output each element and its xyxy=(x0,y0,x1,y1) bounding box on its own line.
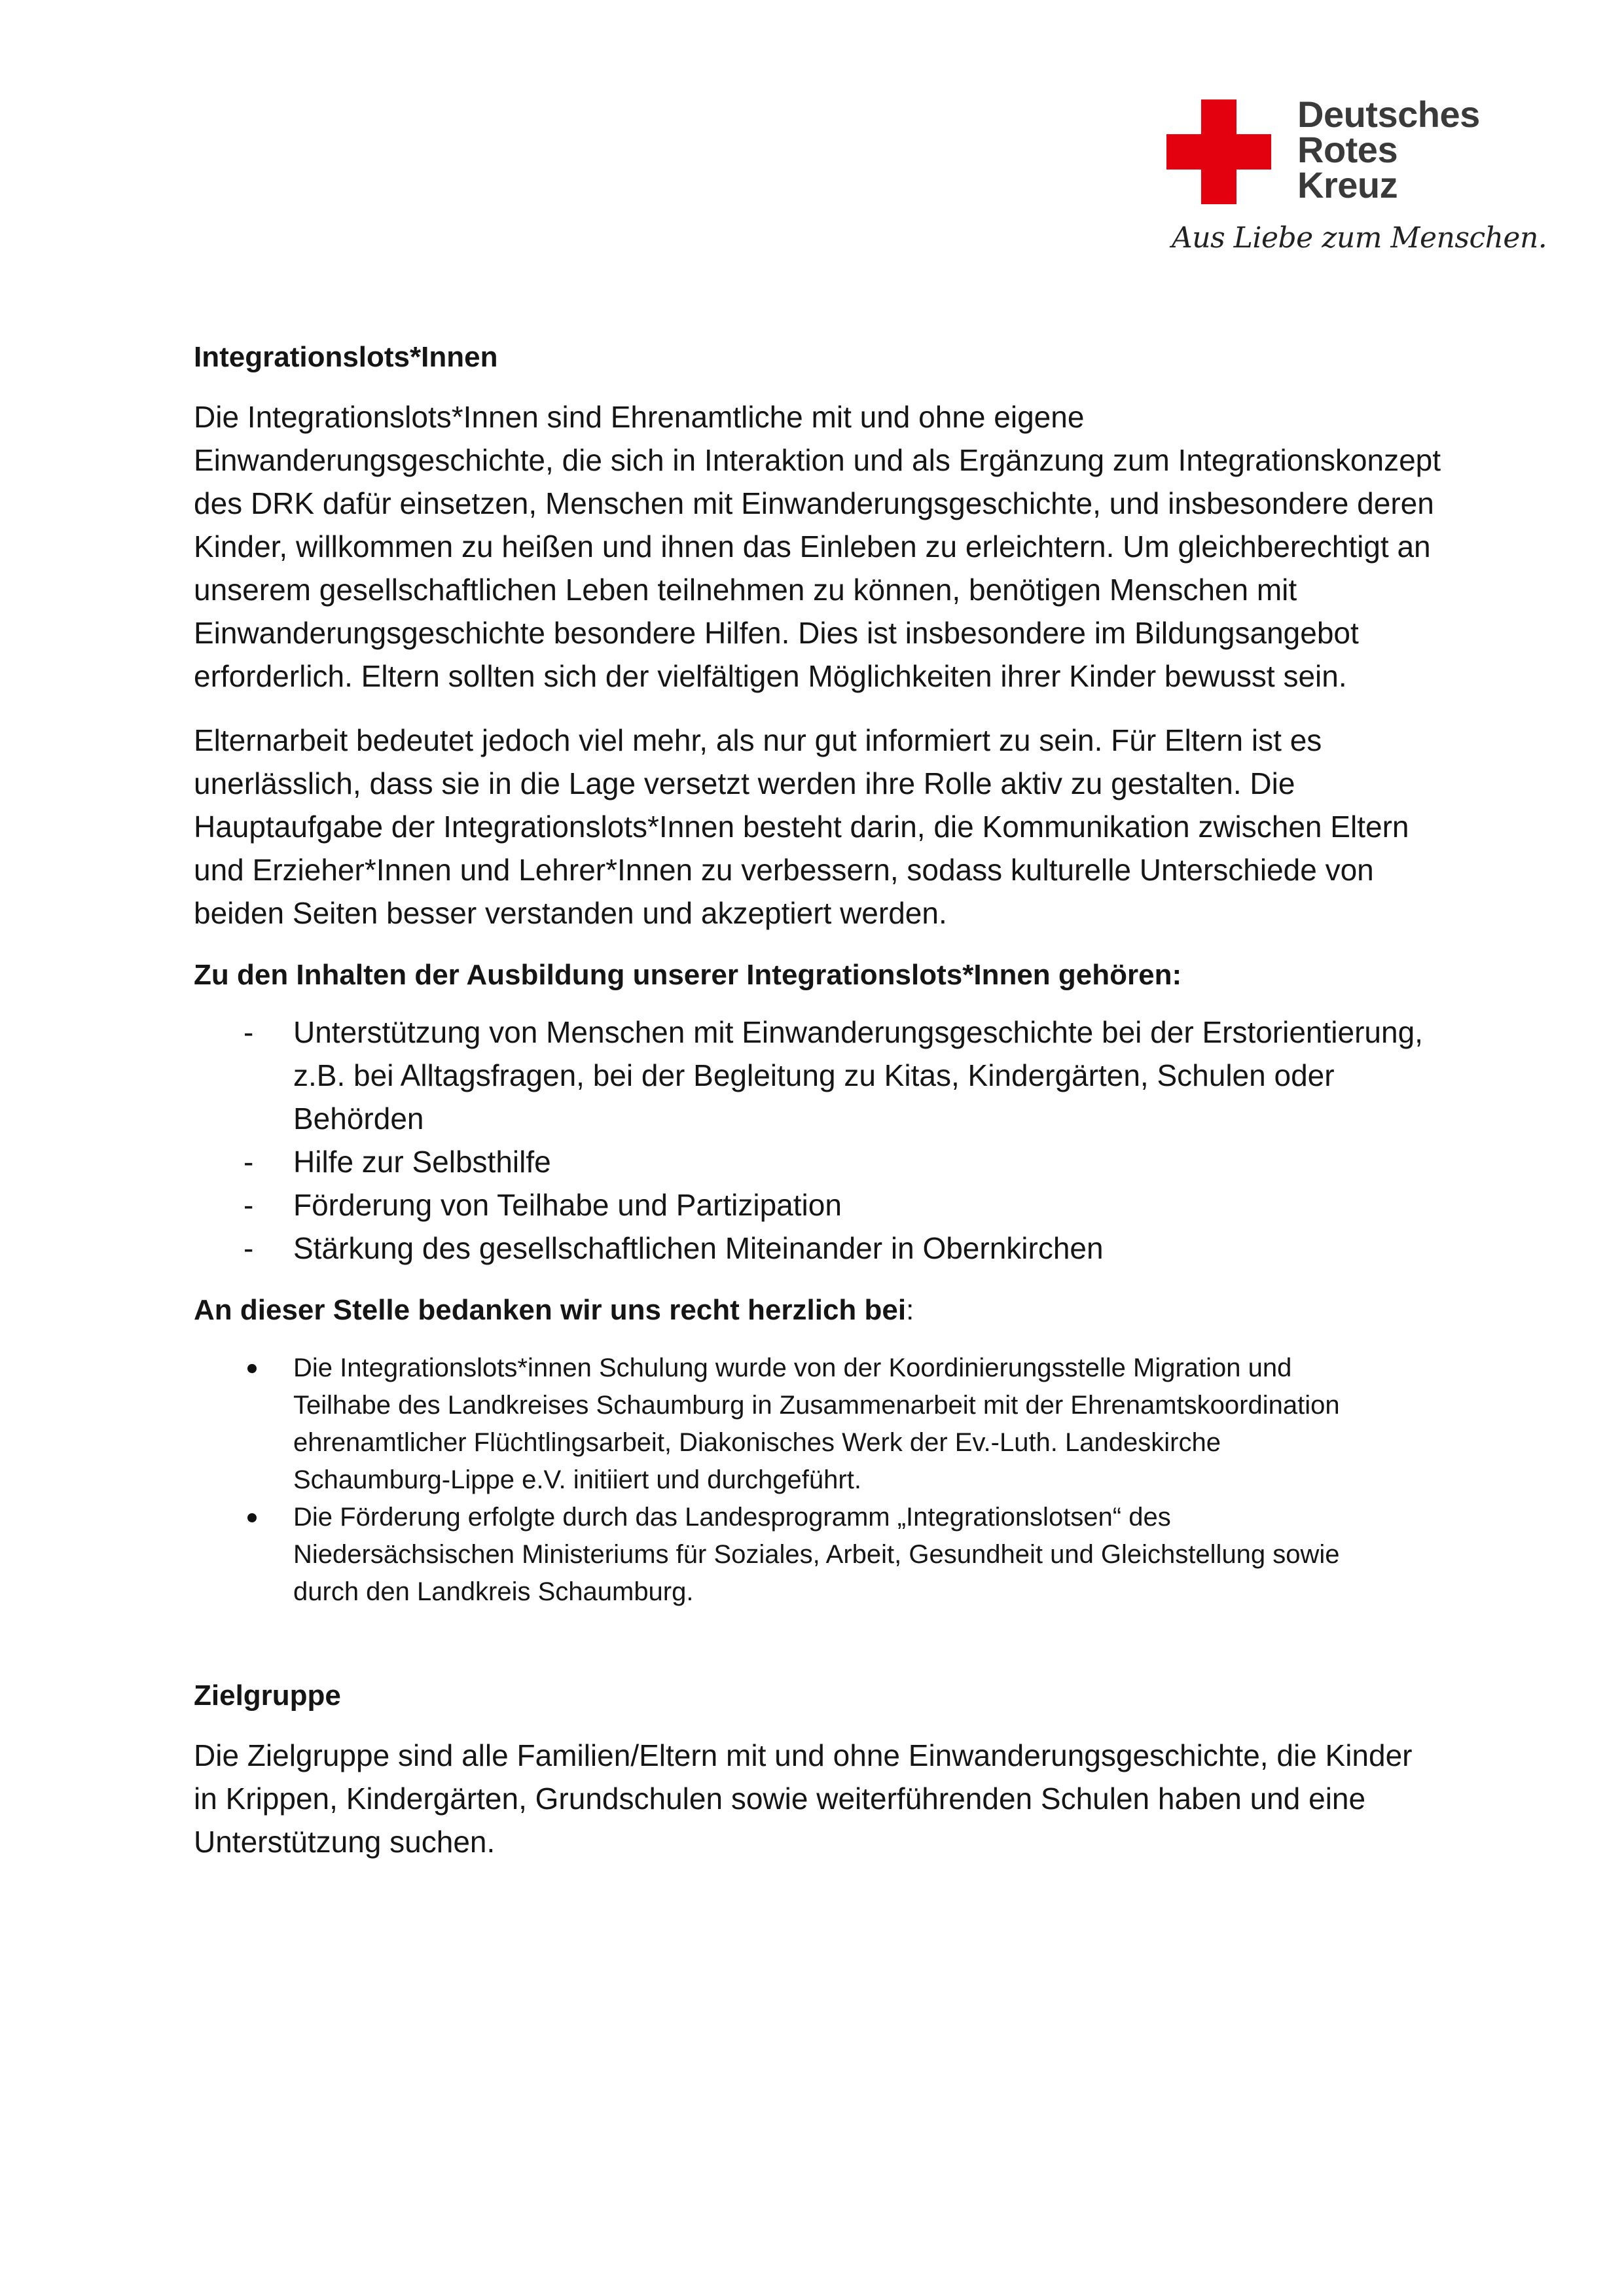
list-item-line: Teilhabe des Landkreises Schaumburg in Zusammenarbeit mit der Ehrenamtskoordination xyxy=(293,1391,1340,1420)
text-line: Kinder, willkommen zu heißen und ihnen das Einleben zu erleichtern. Um gleichberechtigt an xyxy=(194,529,1431,564)
text-line: beiden Seiten besser verstanden und akzeptiert werden. xyxy=(194,896,947,930)
list-item xyxy=(194,1499,1470,1611)
red-cross-icon xyxy=(1166,99,1271,204)
paragraph-elternarbeit xyxy=(194,719,1470,935)
text-line: in Krippen, Kindergärten, Grundschulen sowie weiterführenden Schulen haben und eine xyxy=(194,1782,1366,1816)
list-item-line: Die Förderung erfolgte durch das Landesprogramm „Integrationslotsen“ des xyxy=(293,1503,1171,1532)
list-item-line: Stärkung des gesellschaftlichen Miteinander in Obernkirchen xyxy=(293,1231,1104,1265)
list-item-line: Hilfe zur Selbsthilfe xyxy=(293,1145,551,1179)
paragraph-intro xyxy=(194,395,1470,698)
list-item-line: ehrenamtlicher Flüchtlingsarbeit, Diakonisches Werk der Ev.-Luth. Landeskirche xyxy=(293,1428,1221,1457)
section-spacer xyxy=(194,1630,1470,1676)
list-item-line: z.B. bei Alltagsfragen, bei der Begleitung zu Kitas, Kindergärten, Schulen oder xyxy=(293,1058,1335,1092)
heading-danksagung-colon: : xyxy=(906,1294,914,1326)
list-item-line: Förderung von Teilhabe und Partizipation xyxy=(293,1188,842,1222)
list-item-line: Unterstützung von Menschen mit Einwanderungsgeschichte bei der Erstorientierung, xyxy=(293,1015,1423,1049)
list-item-line: Niedersächsischen Ministeriums für Soziales, Arbeit, Gesundheit und Gleichstellung sowie xyxy=(293,1540,1340,1569)
logo-slogan: Aus Liebe zum Menschen. xyxy=(1172,221,1547,255)
bullet-icon xyxy=(247,1513,257,1522)
text-line: Einwanderungsgeschichte, die sich in Interaktion und als Ergänzung zum Integrationskonzept xyxy=(194,443,1441,477)
text-line: Hauptaufgabe der Integrationslots*Innen besteht darin, die Kommunikation zwischen Eltern xyxy=(194,810,1409,844)
heading-danksagung-text: An dieser Stelle bedanken wir uns recht herzlich bei xyxy=(194,1294,907,1326)
list-item-line: durch den Landkreis Schaumburg. xyxy=(293,1577,694,1606)
text-line: und Erzieher*Innen und Lehrer*Innen zu verbessern, sodass kulturelle Unterschiede von xyxy=(194,853,1374,887)
text-line: des DRK dafür einsetzen, Menschen mit Einwanderungsgeschichte, und insbesondere deren xyxy=(194,486,1434,520)
drk-logo xyxy=(1159,94,1547,267)
heading-ausbildung: Zu den Inhalten der Ausbildung unserer Integrationslots*Innen gehören: xyxy=(194,959,1182,991)
list-item xyxy=(194,1140,1470,1183)
list-item xyxy=(194,1227,1470,1270)
document-body xyxy=(194,338,1470,1884)
dash-marker: - xyxy=(244,1145,254,1179)
list-item xyxy=(194,1350,1470,1499)
list-item-line: Schaumburg-Lippe e.V. initiiert und durchgeführt. xyxy=(293,1465,861,1494)
heading-danksagung xyxy=(194,1291,1470,1330)
list-item xyxy=(194,1011,1470,1140)
heading-zielgruppe: Zielgruppe xyxy=(194,1679,341,1712)
text-line: Einwanderungsgeschichte besondere Hilfen. Dies ist insbesondere im Bildungsangebot xyxy=(194,616,1359,650)
bullet-icon xyxy=(247,1364,257,1373)
text-line: unerlässlich, dass sie in die Lage versetzt werden ihre Rolle aktiv zu gestalten. Die xyxy=(194,766,1295,800)
logo-line-1: Deutsches xyxy=(1297,94,1480,135)
text-line: Die Integrationslots*Innen sind Ehrenamtliche mit und ohne eigene xyxy=(194,400,1085,434)
text-line: Elternarbeit bedeutet jedoch viel mehr, als nur gut informiert zu sein. Für Eltern ist es xyxy=(194,723,1322,757)
logo-line-3: Kreuz xyxy=(1297,164,1398,206)
list-item-line: Behörden xyxy=(293,1102,424,1136)
logo-organization-name xyxy=(1297,94,1480,206)
list-item xyxy=(194,1183,1470,1227)
list-item-line: Die Integrationslots*innen Schulung wurde von der Koordinierungsstelle Migration und xyxy=(293,1354,1292,1382)
paragraph-zielgruppe xyxy=(194,1734,1470,1863)
dash-marker: - xyxy=(244,1188,254,1222)
ausbildung-list xyxy=(194,1011,1470,1270)
text-line: Unterstützung suchen. xyxy=(194,1825,496,1859)
danksagung-list xyxy=(194,1350,1470,1611)
text-line: unserem gesellschaftlichen Leben teilnehmen zu können, benötigen Menschen mit xyxy=(194,573,1297,607)
dash-marker: - xyxy=(244,1015,254,1049)
text-line: erforderlich. Eltern sollten sich der vielfältigen Möglichkeiten ihrer Kinder bewusst sein. xyxy=(194,659,1347,693)
heading-integrationslots: Integrationslots*Innen xyxy=(194,341,498,373)
text-line: Die Zielgruppe sind alle Familien/Eltern mit und ohne Einwanderungsgeschichte, die Kinder xyxy=(194,1738,1413,1772)
dash-marker: - xyxy=(244,1231,254,1265)
logo-line-2: Rotes xyxy=(1297,129,1398,170)
